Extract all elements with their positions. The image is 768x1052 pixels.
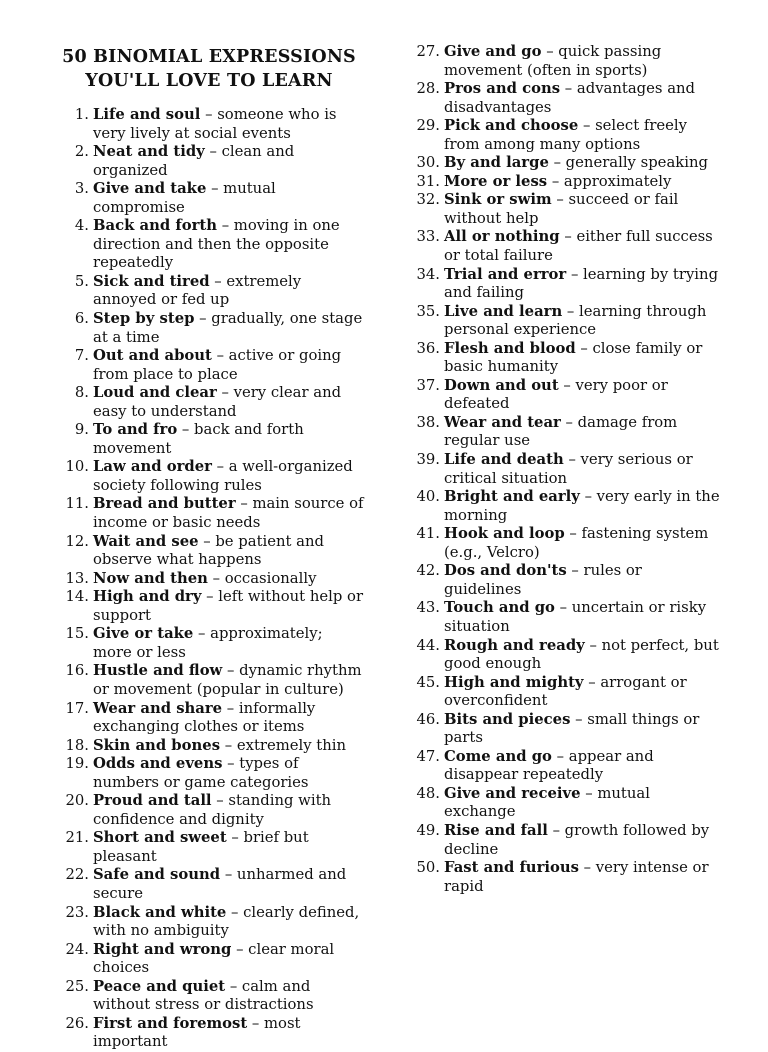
item-number: 8. [74, 384, 89, 402]
list-item [400, 377, 720, 414]
list-item [400, 525, 720, 562]
expression-term: All or nothing [444, 228, 560, 246]
list-item [0, 533, 365, 570]
expression-definition: – quick passing movement (often in sports) [444, 43, 662, 79]
expression-term: Proud and tall [93, 792, 212, 810]
list-item [0, 662, 365, 699]
expression-definition: – informally exchanging clothes or items [93, 699, 316, 736]
list-item [0, 829, 365, 866]
list-item [0, 347, 365, 384]
expression-definition: – left without help or support [93, 588, 364, 624]
expression-term: Sick and tired [93, 272, 210, 290]
list-item [0, 978, 365, 1015]
expression-term: Now and then [93, 569, 208, 587]
list-item [400, 266, 720, 303]
expression-definition: – active or going from place to place [93, 347, 342, 383]
expression-term: High and dry [93, 588, 202, 606]
item-number: 46. [416, 710, 440, 728]
expression-term: Give and take [93, 180, 207, 198]
item-number: 49. [416, 821, 440, 839]
expression-definition: – a well-organized society following rules [93, 458, 353, 494]
expression-term: Fast and furious [444, 859, 579, 877]
list-item [0, 625, 365, 662]
list-item [0, 458, 365, 495]
item-number: 7. [74, 347, 89, 365]
expression-definition: – damage from regular use [444, 413, 678, 450]
expression-definition: – growth followed by decline [444, 821, 710, 858]
expression-term: To and fro [93, 421, 178, 439]
item-number: 3. [74, 180, 89, 198]
item-number: 31. [416, 172, 440, 190]
expression-definition: – close family or basic humanity [444, 339, 703, 376]
expression-term: Give and receive [444, 784, 581, 802]
expression-term: Touch and go [444, 599, 555, 617]
item-number: 9. [74, 421, 89, 439]
expression-definition: – calm and without stress or distractions [93, 977, 314, 1014]
list-item [0, 1015, 365, 1052]
expression-term: Down and out [444, 376, 559, 394]
item-number: 36. [416, 339, 440, 357]
list-item [400, 80, 720, 117]
item-number: 25. [65, 977, 89, 995]
item-number: 35. [416, 302, 440, 320]
expression-definition: – very early in the morning [444, 488, 720, 524]
expression-definition: – uncertain or risky situation [444, 599, 707, 635]
item-number: 1. [74, 106, 89, 123]
expression-definition: – appear and disappear repeatedly [444, 747, 654, 784]
expression-definition: – unharmed and secure [93, 866, 347, 902]
expression-definition: – be patient and observe what happens [93, 532, 325, 569]
list-item [0, 495, 365, 532]
expression-term: Odds and evens [93, 755, 223, 773]
list-item [400, 173, 720, 192]
item-number: 42. [416, 562, 440, 580]
expression-term: Step by step [93, 310, 195, 328]
expression-term: Flesh and blood [444, 339, 576, 357]
item-number: 18. [65, 736, 89, 754]
expression-definition: – approximately; more or less [93, 625, 323, 661]
expression-definition: – select freely from among many options [444, 117, 688, 153]
list-item [400, 562, 720, 599]
expression-definition: – standing with confidence and dignity [93, 792, 332, 828]
list-item [0, 737, 365, 756]
list-item [0, 273, 365, 310]
expression-term: Come and go [444, 747, 552, 765]
item-number: 43. [416, 599, 440, 617]
list-item [400, 859, 720, 896]
list-item [0, 866, 365, 903]
expression-definition: – main source of income or basic needs [93, 495, 364, 532]
list-item [0, 570, 365, 589]
expression-definition: – advantages and disadvantages [444, 80, 696, 116]
list-item [0, 941, 365, 978]
expression-definition: – very poor or defeated [444, 376, 668, 413]
expression-term: By and large [444, 154, 549, 172]
expression-definition: – clear moral choices [93, 940, 335, 977]
item-number: 44. [416, 636, 440, 654]
list-item [0, 588, 365, 625]
list-item [0, 217, 365, 273]
expression-term: Bright and early [444, 488, 580, 506]
list-item [400, 674, 720, 711]
expression-term: Rough and ready [444, 636, 585, 654]
item-number: 40. [416, 488, 440, 506]
item-number: 24. [65, 940, 89, 958]
expression-definition: – mutual exchange [444, 784, 650, 821]
expression-term: Law and order [93, 458, 212, 476]
expression-term: Hook and loop [444, 525, 565, 543]
title-line-1: 50 BINOMIAL EXPRESSIONS [62, 47, 356, 67]
expression-definition: – extremely thin [220, 736, 347, 754]
item-number: 33. [416, 228, 440, 246]
expression-term: Pick and choose [444, 117, 579, 135]
item-number: 50. [416, 859, 440, 877]
expression-term: Back and forth [93, 217, 217, 235]
expression-term: Rise and fall [444, 821, 548, 839]
item-number: 41. [416, 525, 440, 543]
list-item [0, 143, 365, 180]
expression-definition: – arrogant or overconfident [444, 673, 687, 710]
title-line-2: YOU'LL LOVE TO LEARN [85, 71, 333, 91]
item-number: 2. [74, 143, 89, 161]
list-item [400, 117, 720, 154]
expression-definition: – someone who is very lively at social events [93, 106, 337, 142]
item-number: 28. [416, 80, 440, 98]
list-item [400, 303, 720, 340]
expression-definition: – very clear and easy to understand [93, 384, 342, 420]
expression-definition: – approximately [547, 172, 672, 190]
expression-definition: – very intense or rapid [444, 859, 709, 895]
expression-definition: – learning through personal experience [444, 302, 707, 339]
expression-definition: – types of numbers or game categories [93, 755, 309, 791]
item-number: 17. [65, 699, 89, 717]
item-number: 30. [416, 154, 440, 172]
expression-term: High and mighty [444, 673, 584, 691]
expression-term: Trial and error [444, 265, 567, 283]
list-item [400, 822, 720, 859]
expression-definition: – brief but pleasant [93, 829, 309, 865]
expression-definition: – very serious or critical situation [444, 451, 693, 487]
list-item [400, 43, 720, 80]
list-item [400, 414, 720, 451]
item-number: 4. [74, 217, 89, 235]
expression-term: Safe and sound [93, 866, 221, 884]
expression-definition: – most important [93, 1014, 301, 1051]
list-item [400, 748, 720, 785]
list-item [400, 488, 720, 525]
list-item [400, 785, 720, 822]
list-item [0, 700, 365, 737]
item-number: 27. [416, 43, 440, 60]
expression-term: Sink or swim [444, 191, 552, 209]
expression-definition: – learning by trying and failing [444, 265, 719, 302]
expression-term: Life and death [444, 451, 564, 469]
expression-term: Bits and pieces [444, 710, 571, 728]
expression-term: First and foremost [93, 1014, 248, 1032]
expression-term: Live and learn [444, 302, 563, 320]
item-number: 38. [416, 413, 440, 431]
list-item [0, 180, 365, 217]
expression-term: Black and white [93, 903, 227, 921]
expression-term: Wait and see [93, 532, 199, 550]
item-number: 47. [416, 747, 440, 765]
item-number: 5. [74, 272, 89, 290]
list-item [0, 384, 365, 421]
expression-list-left [0, 106, 365, 1052]
list-item [0, 755, 365, 792]
item-number: 32. [416, 191, 440, 209]
expression-term: Dos and don'ts [444, 562, 567, 580]
expression-definition: – gradually, one stage at a time [93, 310, 363, 346]
item-number: 37. [416, 376, 440, 394]
item-number: 22. [65, 866, 89, 884]
expression-term: Right and wrong [93, 940, 232, 958]
item-number: 45. [416, 673, 440, 691]
expression-term: Peace and quiet [93, 977, 226, 995]
list-item [400, 154, 720, 173]
expression-definition: – occasionally [207, 569, 317, 587]
expression-definition: – generally speaking [548, 154, 708, 172]
item-number: 10. [65, 458, 89, 476]
item-number: 29. [416, 117, 440, 135]
expression-term: Give or take [93, 625, 194, 643]
expression-term: Loud and clear [93, 384, 217, 402]
expression-list-right [400, 43, 720, 896]
item-number: 13. [65, 569, 89, 587]
expression-term: Bread and butter [93, 495, 236, 513]
item-number: 15. [65, 625, 89, 643]
expression-definition: – small things or parts [444, 710, 700, 747]
expression-definition: – moving in one direction and then the opposite repeatedly [93, 217, 340, 272]
list-item [0, 792, 365, 829]
expression-term: Wear and share [93, 699, 223, 717]
expression-definition: – rules or guidelines [444, 562, 642, 598]
list-item [0, 904, 365, 941]
item-number: 21. [65, 829, 89, 847]
expression-term: More or less [444, 172, 548, 190]
list-item [400, 599, 720, 636]
item-number: 19. [65, 755, 89, 773]
item-number: 6. [74, 310, 89, 328]
expression-definition: – not perfect, but good enough [444, 636, 719, 673]
expression-term: Hustle and flow [93, 662, 223, 680]
expression-term: Short and sweet [93, 829, 227, 847]
item-number: 14. [65, 588, 89, 606]
expression-definition: – clearly defined, with no ambiguity [93, 903, 360, 940]
expression-term: Out and about [93, 347, 212, 365]
item-number: 11. [65, 495, 89, 513]
expression-term: Life and soul [93, 106, 201, 123]
expression-definition: – back and forth movement [93, 421, 304, 457]
list-item [400, 340, 720, 377]
expression-definition: – dynamic rhythm or movement (popular in culture) [93, 662, 362, 698]
list-item [400, 451, 720, 488]
expression-definition: – extremely annoyed or fed up [93, 272, 302, 309]
expression-term: Give and go [444, 43, 542, 60]
item-number: 48. [416, 784, 440, 802]
expression-term: Neat and tidy [93, 143, 205, 161]
expression-term: Wear and tear [444, 413, 561, 431]
expression-definition: – fastening system (e.g., Velcro) [444, 525, 709, 561]
expression-definition: – clean and organized [93, 143, 295, 179]
item-number: 26. [65, 1014, 89, 1032]
list-item [400, 191, 720, 228]
expression-definition: – mutual compromise [93, 180, 276, 216]
item-number: 20. [65, 792, 89, 810]
expression-term: Pros and cons [444, 80, 561, 98]
item-number: 12. [65, 532, 89, 550]
list-item [0, 310, 365, 347]
page-title [62, 45, 356, 93]
expression-definition: – either full success or total failure [444, 228, 713, 265]
expression-term: Skin and bones [93, 736, 221, 754]
list-item [400, 711, 720, 748]
list-item [0, 106, 365, 143]
item-number: 34. [416, 265, 440, 283]
list-item [400, 228, 720, 265]
item-number: 23. [65, 903, 89, 921]
list-item [0, 421, 365, 458]
item-number: 16. [65, 662, 89, 680]
list-item [400, 637, 720, 674]
expression-definition: – succeed or fail without help [444, 191, 679, 227]
item-number: 39. [416, 451, 440, 469]
